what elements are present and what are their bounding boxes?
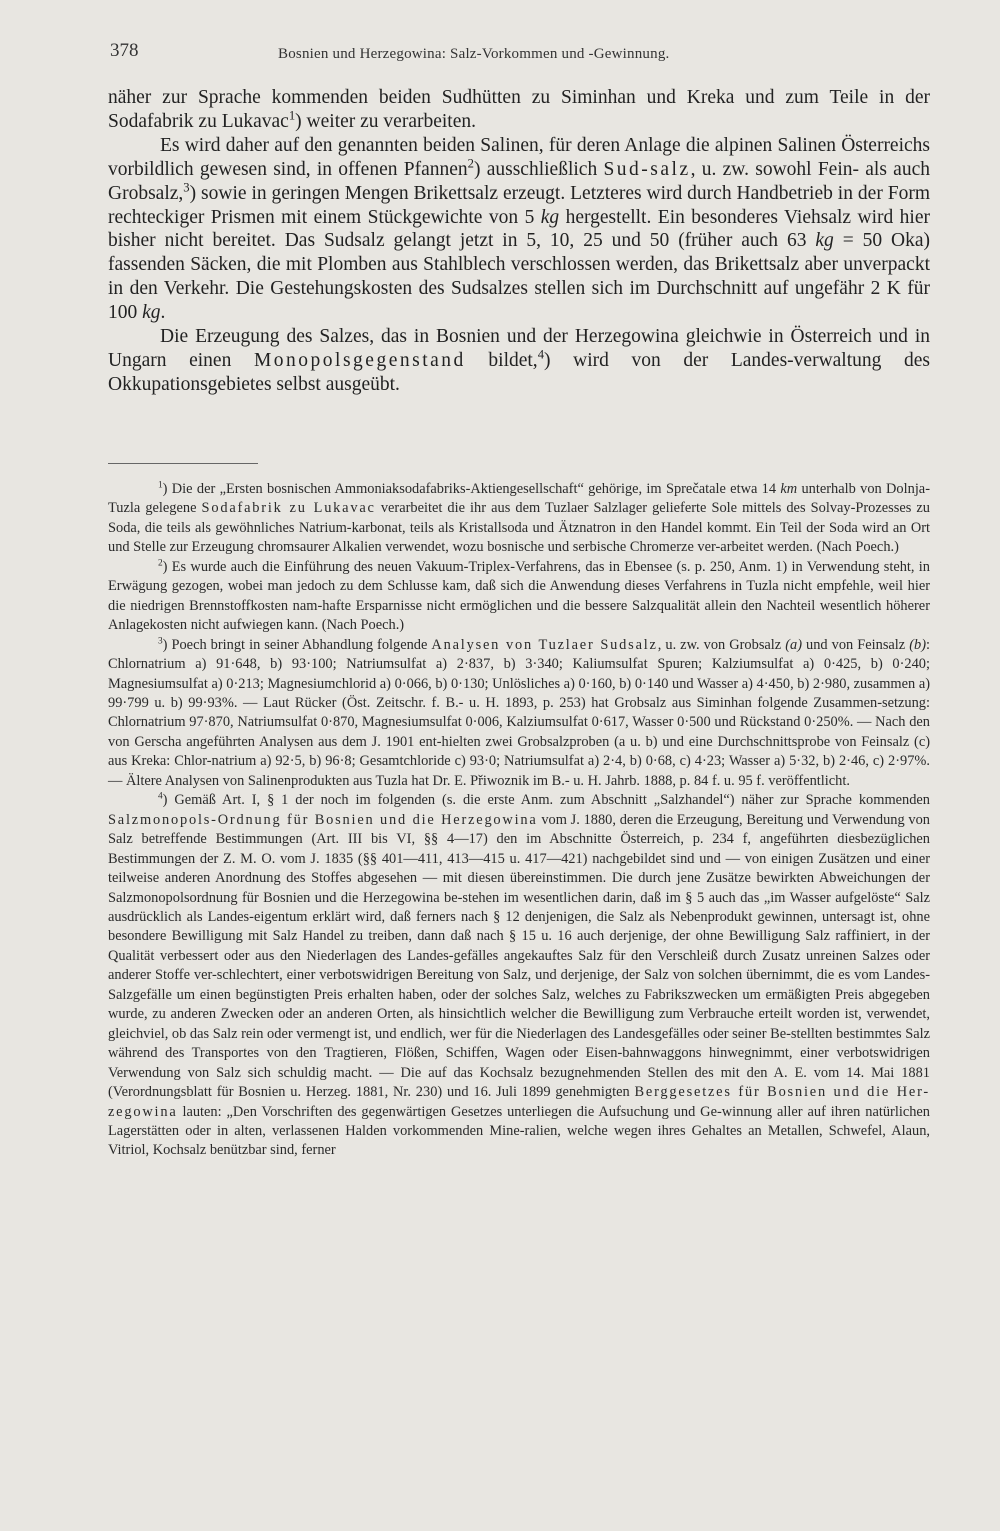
unit-kg: kg [142,302,161,324]
spaced-term: Salzmonopols-Ordnung für Bosnien und die Herzegowina [108,811,538,828]
label-b: (b) [909,636,926,653]
footnote-1 [108,480,930,558]
text-run: hergestellt. Ein besonderes Viehsalz wird hier bisher nicht bereitet. Das Sudsalz gelangt jetzt in 5, 10, 25 und 50 (früher auch 63 [108,206,930,252]
page-number: 378 [110,40,139,61]
label-a: (a) [785,636,802,653]
spaced-term-sudsalz: Sud-salz [603,158,691,180]
paragraph-1 [108,86,930,134]
footnote-ref-3: 3 [183,180,190,195]
text-run: ) Die der „Ersten bosnischen Ammoniaksodafabriks-Aktiengesellschaft“ gehörige, im Sprečatale etwa 14 [162,481,781,497]
spaced-term: Sodafabrik zu Lukavac [201,500,376,517]
text-run: ) Es wurde auch die Einführung des neuen Vakuum-Triplex-Verfahrens, das in Ebensee (s. p. 250, Anm. 1) in Verwendung steht, in Erwägung gezogen, wobei man jedoch zu dem Schlusse kam, daß sich die Anwendung dieses Verfahrens in Tuzla nicht empfehle, weil hier die niedrigen Brennstoffkosten nam-hafte Ersparnisse nicht ermöglichen und die bessere Salzqualität allein den Nachteil wesentlich höherer Anlagekosten nicht aufwiegen kann. (Nach Poech.) [108,558,930,634]
spaced-term: Analysen von Tuzlaer Sudsalz [431,636,658,653]
text-run: , u. zw. sowohl Fein- als auch Grobsalz, [108,158,930,204]
footnote-ref-4: 4 [537,347,545,362]
footnote-mark: 4 [158,791,163,802]
text-run: lauten: „Den Vorschriften des gegenwärtigen Gesetzes unterliegen die Aufsuchung und Ge-winnung aller auf ihren natürlichen Lagerstätten oder in alten, verlassenen Halden vorkommenden Mine-ralien, welche wegen ihres Gehaltes an Metallen, Schwefel, Alaun, Vitriol, Kochsalz benützbar sind, ferner [108,1103,930,1159]
paragraph-2 [108,134,930,325]
footnote-2 [108,558,930,636]
footnote-3 [108,636,930,792]
spaced-term-monopol: Monopolsgegenstand [253,349,466,371]
text-run: vom J. 1880, deren die Erzeugung, Bereitung und Verwendung von Salz betreffende Bestimmungen (Art. III bis VI, §§ 4—17) den im Abschnitte Österreich, p. 234 f, angeführten diesbezüglichen Bestimmungen der Z. M. O. vom J. 1835 (§§ 401—411, 413—415 u. 417—421) nachgebildet sind und — von einigen Zusätzen und einer teilweise anderen Anordnung des Stoffes abgesehen — mit diesen übereinstimmen. Die durch jene Zusätze bewirkten Abweichungen der Salzmonopolsordnung für Bosnien und die Herzegowina be-stehen im wesentlichen darin, daß im § 5 auch das „im Wasser aufgelöste“ Salz ausdrücklich als Landes-eigentum erklärt wird, daß ferners nach § 12 denjenigen, die Salz als Nebenprodukt gewinnen, untersagt ist, ohne besondere Bewilligung mit Salz Handel zu treiben, dann daß nach § 15 u. 16 auch derjenige, der ohne Bewilligung Salz raffiniert, in der Qualität verbessert oder aus den Niederlagen des Landes-gefälles angekauftes Salz für den Verschleiß durch Zusatz unreinen Salzes oder anderer Stoffe ver-schlechtert, einer verbotswidrigen Bereitung von Salz, und derjenige, der Salz von solchen übernimmt, die es vom Landes-Salzgefälle um einen begünstigten Preis erhalten haben, oder der solches Salz, welches zu Fabrikszwecken um ermäßigten Preis abgegeben wurde, zu anderen Zwecken oder an anderen Orten, als hinsichtlich welcher die Bewilligung zum Verbrauche erteilt worden ist, verwendet, gleichviel, ob das Salz rein oder vermengt ist, und endlich, wer für die Niederlagen des Landesgefälles oder seiner Be-stellten bestimmtes Salz während des Transportes von den Tragtieren, Flößen, Schiffen, Wagen oder Eisen-bahnwaggons hinwegnimmt, einer verbotswidrigen Verwendung von Salz sich schuldig macht. — Die auf das Kochsalz bezugnehmenden Stellen des mit den A. E. vom 14. Mai 1881 (Verordnungsblatt für Bosnien u. Herzeg. 1881, Nr. 230) und 16. Juli 1899 genehmigten [108,811,930,1101]
unit-kg: kg [815,230,834,252]
running-head: Bosnien und Herzegowina: Salz-Vorkommen und -Gewinnung. [278,46,670,62]
page-header [110,40,930,70]
text-run: ) wird von der Landes-verwaltung des Okkupationsgebietes selbst ausgeübt. [108,349,930,395]
text-run: Die Erzeugung des Salzes, das in Bosnien und der Herzegowina gleichwie in Österreich und in Ungarn einen [108,326,930,371]
footnote-separator [108,463,258,464]
text-run: : Chlornatrium a) 91·648, b) 93·100; Natriumsulfat a) 2·837, b) 3·340; Kaliumsulfat Spuren; Kalziumsulfat a) 0·425, b) 0·240; Magnesiumsulfat a) 0·213; Magnesiumchlorid a) 0·066, b) 0·130; Unlösliches a) 0·160, b) 0·140 und Wasser a) 4·450, b) 2·980, zusammen a) 99·799 u. b) 99·93%. — Laut Rücker (Öst. Zeitschr. f. B.- u. H. 1893, p. 253) hat Grobsalz aus Siminhan folgende Zusammen-setzung: Chlornatrium 97·870, Natriumsulfat 0·870, Magnesiumsulfat 0·006, Kalziumsulfat 0·617, Wasser 0·500 und Rückstand 0·250%. — Nach den von Gerscha angeführten Analysen aus dem J. 1901 ent-hielten zwei Grobsalzproben (a u. b) und eine Durchschnittsprobe von Feinsalz (c) aus Kreka: Chlor-natrium a) 92·5, b) 96·8; Gesamtchloride c) 93·0; Natriumsulfat a) 2·4, b) 0·68, c) 4·23; Wasser a) 5·32, b) 2·46, c) 2·97%. — Ältere Analysen von Salinenprodukten aus Tuzla hat Dr. E. Přiwoznik im B.- u. H. Jahrb. 1888, p. 84 f. u. 95 f. veröffentlicht. [108,636,930,789]
text-run: ) Gemäß Art. I, § 1 der noch im folgenden (s. die erste Anm. zum Abschnitt „Salzhandel“) näher zur Sprache kommenden [162,792,930,809]
footnotes [108,480,930,1161]
paragraph-3 [108,325,930,397]
footnote-mark: 2 [158,558,163,569]
text-run: . [160,302,166,324]
spaced-term: Berggesetzes für Bosnien und die Her-zegowina [108,1084,930,1120]
footnote-mark: 1 [158,480,163,491]
text-run: verarbeitet die ihr aus dem Tuzlaer Salzlager gelieferte Sole mittels des Solvay-Prozesses zu Soda, die teils als gewöhnliches Natrium-karbonat, teils als Kristallsoda und Ätznatron in den Handel kommt. Ein Teil der Soda wird an Ort und Stelle zur Erzeugung chromsaurer Alkalien verwendet, wozu bosnische und serbische Chromerze ver-arbeitet werden. (Nach Poech.) [108,500,930,556]
text-run: Es wird daher auf den genannten beiden Salinen, für deren Anlage die alpinen Salinen Österreichs vorbildlich gewesen sind, in offenen Pfannen [108,134,930,180]
text-run: ) weiter zu verarbeiten. [295,110,476,132]
text-run: und von Feinsalz [802,636,910,653]
unit-kg: kg [540,206,560,228]
text-run: bildet, [465,349,538,371]
text-run: ) sowie in geringen Mengen Brikettsalz erzeugt. Letzteres wird durch Handbetrieb in der Form rechteckiger Prismen mit einem Stückgewichte von 5 [108,182,930,228]
footnote-mark: 3 [158,636,163,647]
footnote-4 [108,791,930,1161]
text-run: näher zur Sprache kommenden beiden Sudhütten zu Siminhan und Kreka und zum Teile in der Sodafabrik zu Lukavac [108,87,930,132]
text-run: ) Poech bringt in seiner Abhandlung folgende [162,636,432,653]
main-text [108,86,930,397]
unit-km: km [780,481,798,497]
footnote-ref-2: 2 [467,156,474,171]
text-run: unterhalb von Dolnja-Tuzla gelegene [108,481,930,517]
footnote-ref-1: 1 [288,108,296,123]
text-run: , u. zw. von Grobsalz [657,636,786,653]
text-run: = 50 Oka) fassenden Säcken, die mit Plomben aus Stahlblech verschlossen werden, das Brikettsalz aber unverpackt in den Verkehr. Die Gestehungskosten des Sudsalzes stellen sich im Durchschnitt auf ungefähr 2 K für 100 [108,230,930,324]
text-run: ) ausschließlich [473,158,604,180]
